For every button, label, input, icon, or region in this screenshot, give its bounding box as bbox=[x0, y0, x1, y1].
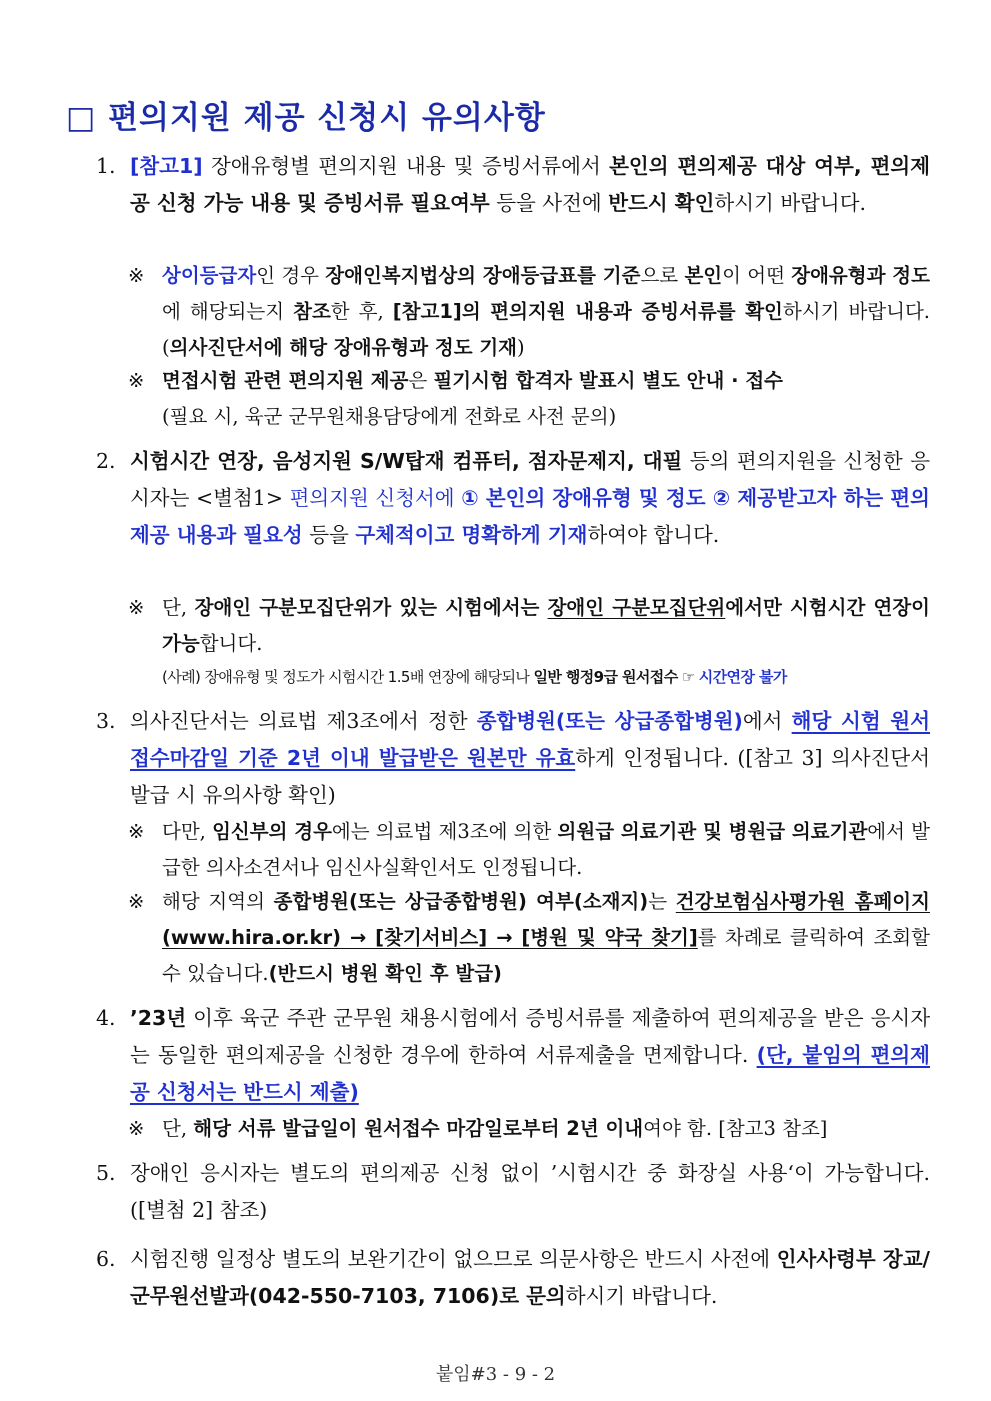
section-title: □ 편의지원 제공 신청시 유의사항 bbox=[66, 100, 546, 136]
emphasis: 본인 bbox=[684, 264, 723, 287]
text: (필요 시, 육군 군무원채용담당에게 전화로 사전 문의) bbox=[162, 405, 617, 428]
highlight: ① 본인의 장애유형 및 정도 ② 제공받고자 하는 편의제공 내용과 필요성 bbox=[130, 486, 930, 547]
text: ) bbox=[517, 336, 525, 359]
emphasis: ’23년 bbox=[130, 1006, 187, 1030]
highlight: 구체적이고 명확하게 기재 bbox=[355, 523, 588, 547]
text: 한 후, bbox=[330, 300, 393, 323]
emphasis: 참조 bbox=[293, 300, 331, 323]
list-item-1 bbox=[96, 148, 930, 222]
item-number: 6. bbox=[96, 1247, 116, 1271]
highlight: 종합병원(또는 상급종합병원) bbox=[476, 709, 743, 733]
emphasis: 상이등급자 bbox=[162, 264, 257, 287]
list-item-3 bbox=[96, 703, 930, 814]
list-item-4 bbox=[96, 1000, 930, 1111]
note-mark: ※ bbox=[128, 1117, 145, 1140]
emphasis: 반드시 확인 bbox=[608, 191, 715, 215]
text: 이 어떤 bbox=[722, 264, 792, 287]
text: 다만, bbox=[162, 820, 213, 843]
text: 장애인 응시자는 별도의 편의제공 신청 없이 ’시험시간 중 화장실 사용‘이 가능합니다. ([별첨 2] 참조) bbox=[130, 1161, 930, 1222]
ref-label: [참고1] bbox=[130, 154, 203, 178]
item-number: 5. bbox=[96, 1161, 116, 1185]
highlight: 시간연장 불가 bbox=[698, 668, 787, 686]
text: 는 bbox=[648, 890, 676, 913]
emphasis: 종합병원(또는 상급종합병원) 여부(소재지) bbox=[273, 890, 649, 913]
item-number: 3. bbox=[96, 709, 116, 733]
text: 를 차례로 클릭하여 조회할 수 있습니다. bbox=[162, 926, 930, 985]
site-path: 건강보험심사평가원 홈페이지(www.hira.or.kr) → [찾기서비스] → [병원 및 약국 찾기] bbox=[162, 890, 930, 949]
text: 등의 편의지원을 신청한 응시자는 <별첨1> bbox=[130, 449, 930, 510]
item-number: 1. bbox=[96, 154, 116, 178]
text: 시험진행 일정상 별도의 보완기간이 없으므로 의문사항은 반드시 사전에 bbox=[130, 1247, 777, 1271]
example-line bbox=[162, 664, 932, 690]
emphasis: 임신부의 경우 bbox=[212, 820, 332, 843]
emphasis: 일반 행정9급 원서접수 bbox=[533, 668, 678, 686]
text: 에서 발급한 의사소견서나 임신사실확인서도 인정됩니다. bbox=[162, 820, 930, 879]
note-mark: ※ bbox=[128, 264, 145, 287]
emphasis: 본인의 편의제공 대상 여부, 편의제공 신청 가능 내용 및 증빙서류 필요여부 bbox=[130, 154, 931, 215]
emphasis: 시험시간 연장, 음성지원 S/W탑재 컴퓨터, 점자문제지, 대필 bbox=[130, 449, 683, 473]
note-2-1 bbox=[128, 590, 930, 662]
list-item-2 bbox=[96, 443, 930, 554]
text: 등을 bbox=[302, 523, 356, 547]
text: 하게 인정됩니다. ([참고 3] 의사진단서 발급 시 유의사항 확인) bbox=[130, 746, 931, 807]
item-number: 4. bbox=[96, 1006, 116, 1030]
text: 인 경우 bbox=[256, 264, 326, 287]
text: 하시기 바랍니다. bbox=[714, 191, 867, 215]
text: 하여야 합니다. bbox=[587, 523, 720, 547]
note-mark: ※ bbox=[128, 596, 145, 619]
emphasis: [참고1]의 편의지원 내용과 증빙서류를 확인 bbox=[392, 300, 783, 323]
note-3-1 bbox=[128, 814, 930, 886]
emphasis: 인사사령부 장교/군무원선발과(042-550-7103, 7106)로 문의 bbox=[130, 1247, 930, 1308]
emphasis: 의사진단서에 해당 장애유형과 정도 기재 bbox=[169, 336, 517, 359]
emphasis: 필기시험 합격자 발표시 별도 안내 · 접수 bbox=[433, 369, 784, 392]
text: 은 bbox=[408, 369, 434, 392]
emphasis: 해당 서류 발급일이 원서접수 마감일로부터 2년 이내 bbox=[193, 1117, 644, 1140]
note-mark: ※ bbox=[128, 820, 145, 843]
text: 여야 함. [참고3 참조] bbox=[643, 1117, 828, 1140]
emphasis: 장애인 구분모집단위가 있는 시험에서는 bbox=[194, 596, 548, 619]
item-number: 2. bbox=[96, 449, 116, 473]
highlight: (단, 붙임의 편의제공 신청서는 반드시 제출) bbox=[130, 1043, 930, 1104]
text: 단, bbox=[162, 596, 195, 619]
emphasis: 의원급 의료기관 및 병원급 의료기관 bbox=[557, 820, 868, 843]
note-mark: ※ bbox=[128, 890, 145, 913]
text: 하시기 바랍니다. ( bbox=[162, 300, 930, 359]
page-footer: 붙임#3 - 9 - 2 bbox=[435, 1364, 556, 1385]
note-4-1 bbox=[128, 1111, 930, 1147]
emphasis: (반드시 병원 확인 후 발급) bbox=[268, 962, 502, 985]
text: ☞ bbox=[677, 668, 699, 686]
text: 에 해당되는지 bbox=[162, 300, 294, 323]
text: 이후 육군 주관 군무원 채용시험에서 증빙서류를 제출하여 편의제공을 받은 응시자는 동일한 편의제공을 신청한 경우에 한하여 서류제출을 면제합니다. bbox=[130, 1006, 930, 1067]
emphasis: 장애인 구분모집단위 bbox=[547, 596, 726, 619]
text: 하시기 바랍니다. bbox=[565, 1284, 718, 1308]
emphasis: 에서만 시험시간 연장이 가능 bbox=[162, 596, 931, 655]
note-1-1 bbox=[128, 258, 930, 366]
text: 합니다. bbox=[199, 632, 263, 655]
text: 등을 사전에 bbox=[489, 191, 609, 215]
note-3-2 bbox=[128, 884, 930, 992]
text: 의사진단서는 의료법 제3조에서 정한 bbox=[130, 709, 477, 733]
highlight: 해당 시험 원서 접수마감일 기준 2년 이내 발급받은 원본만 유효 bbox=[130, 709, 931, 770]
emphasis: 면접시험 관련 편의지원 제공 bbox=[162, 369, 409, 392]
note-mark: ※ bbox=[128, 369, 145, 392]
emphasis: 장애유형과 정도 bbox=[791, 264, 930, 287]
list-item-5 bbox=[96, 1155, 930, 1229]
highlight: 편의지원 신청서에 bbox=[289, 486, 462, 510]
text: (사례) 장애유형 및 정도가 시험시간 1.5배 연장에 해당되나 bbox=[162, 668, 534, 686]
list-item-6 bbox=[96, 1241, 930, 1315]
note-1-2 bbox=[128, 363, 930, 435]
text: 해당 지역의 bbox=[162, 890, 274, 913]
text: 으로 bbox=[640, 264, 685, 287]
text: 장애유형별 편의지원 내용 및 증빙서류에서 bbox=[202, 154, 610, 178]
text: 에는 의료법 제3조에 의한 bbox=[331, 820, 558, 843]
text: 단, bbox=[162, 1117, 194, 1140]
emphasis: 장애인복지법상의 장애등급표를 기준 bbox=[325, 264, 641, 287]
text: 에서 bbox=[742, 709, 792, 733]
